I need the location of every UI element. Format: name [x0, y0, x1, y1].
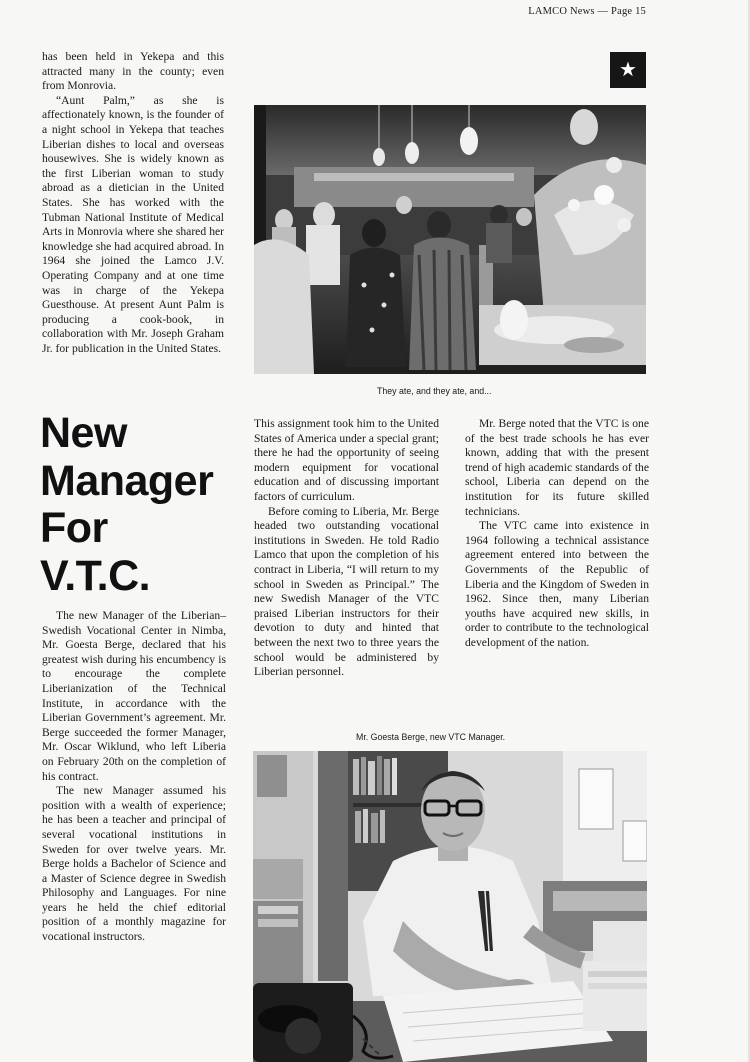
headline-line: For: [40, 504, 108, 552]
paragraph: has been held in Yekepa and this attracted many in the county; even from Monrovia.: [42, 50, 224, 93]
paragraph: The VTC came into existence in 1964 following a technical assistance agreement entered into between the Governments of the Republic of Liberia and the Kingdom of Sweden in 1962. Since then, many Liberian youths have acquired new skills, in order to contribute to the technological development of the nation.: [465, 519, 649, 649]
manager-portrait-image: [253, 751, 647, 1062]
middle-column: [254, 417, 439, 680]
paragraph: The new Manager of the Liberian–Swedish Vocational Center in Nimba, Mr. Goesta Berge, declared that his greatest wish during his encumbency is to encourage the complete Liberianization of the Technical Institute, in accordance with the Liberian Government’s agreement. Mr. Berge succeeded the former Manager, Mr. Oscar Wiklund, who left Liberia on February 20th on the completion of his contract.: [42, 609, 226, 783]
photo-caption: Mr. Goesta Berge, new VTC Manager.: [356, 732, 506, 742]
paragraph: This assignment took him to the United States of America under a special grant; there he had the opportunity of seeing modern equipment for vocational education and of discussing important factors of curriculum.: [254, 417, 439, 503]
left-column-bottom: [42, 609, 226, 945]
headline-line: Manager: [40, 456, 214, 505]
paragraph: The new Manager assumed his position with a wealth of experience; he has been a teacher and principal of several vocational institutions in Sweden for over twelve years. Mr. Berge holds a Bachelor of Science and a Master of Science degree in Swedish Philosophy and Languages. For nine years he held the chief editorial position of a monthly magazine for vocational instructors.: [42, 784, 226, 944]
left-column-top: [42, 50, 224, 356]
banquet-photo: [254, 105, 646, 374]
manager-portrait-photo: [253, 751, 647, 1062]
paragraph: Mr. Berge noted that the VTC is one of the best trade schools he has ever known, adding that with the present trend of high academic standards of the school, Liberia can depend on the institution for its future skilled technicians.: [465, 417, 649, 518]
star-icon: ★: [610, 52, 646, 88]
banquet-photo-image: [254, 105, 646, 374]
right-column: [465, 417, 649, 651]
headline-line: V.T.C.: [40, 551, 151, 600]
photo-caption: They ate, and they ate, and...: [377, 386, 492, 396]
paragraph: “Aunt Palm,” as she is affectionately known, is the founder of a night school in Yekepa that teaches Liberian dishes to local and overseas housewives. She is widely known as the first Liberian woman to study abroad as a dietician in the United States. She has worked with the Tubman National Institute of Medical Arts in Monrovia where she shared her knowledge she had acquired abroad. In 1964 she joined the Lamco J.V. Operating Company and at one time was in charge of the Yekepa Guesthouse. At present Aunt Palm is producing a cook-book, in collaboration with Mr. Joseph Graham Jr. for publication in the United States.: [42, 93, 224, 355]
headline-line: New: [40, 409, 127, 457]
paragraph: Before coming to Liberia, Mr. Berge headed two outstanding vocational institutions in Sweden. He told Radio Lamco that upon the completion of his contract in Liberia, “I will return to my school in Sweden as Principal.” The new Swedish Manager of the VTC praised Liberian instructors for their devotion to duty and hinted that between the next two to three years the school would be administered by Liberian personnel.: [254, 504, 439, 679]
page-header: LAMCO News — Page 15: [528, 6, 646, 17]
article-headline: [40, 410, 235, 600]
